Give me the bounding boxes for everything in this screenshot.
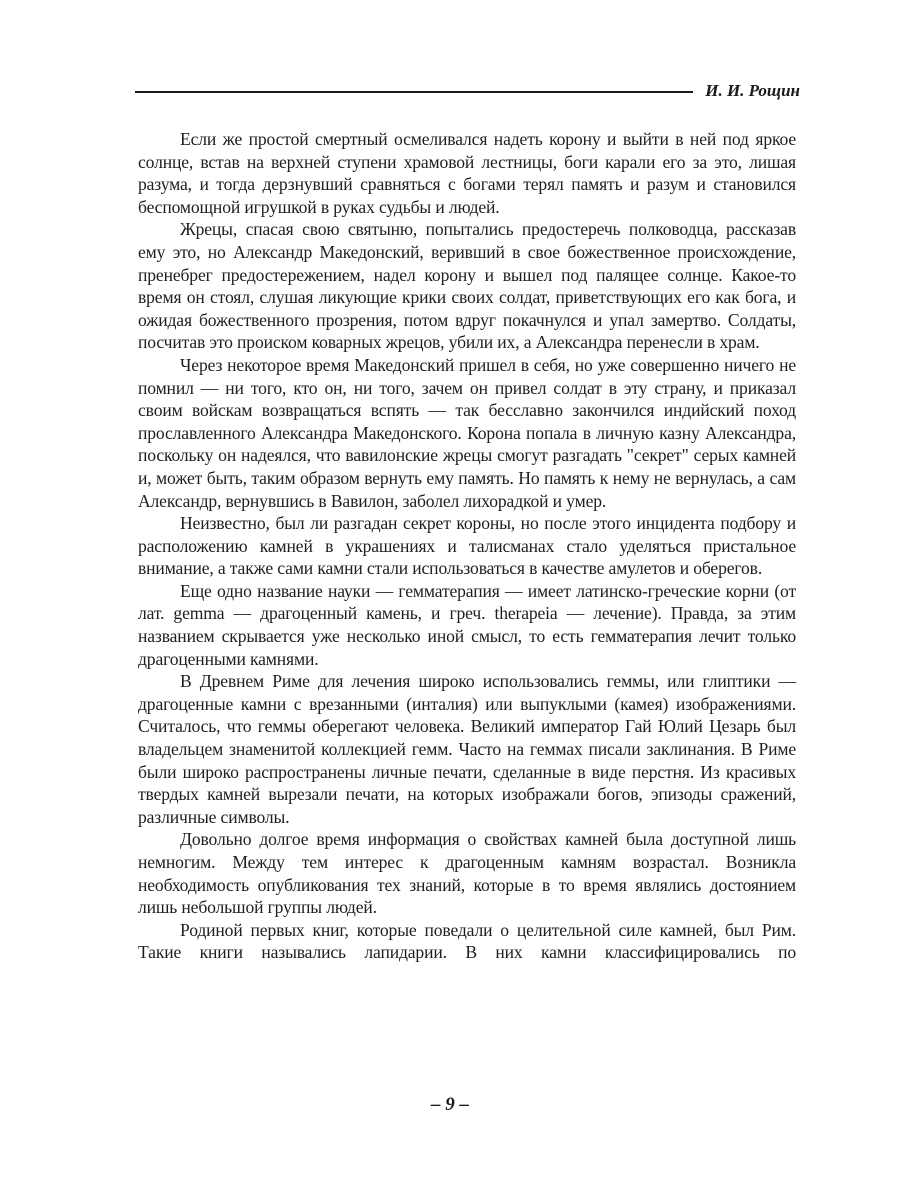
header-rule bbox=[135, 91, 693, 93]
paragraph-1: Если же простой смертный осмеливался надеть корону и выйти в ней под яркое солнце, встав на верхней ступени храмовой лестницы, боги карали его за это, лишая разума, и тогда дерзнувший сравняться с богами терял память и разум и становился беспомощной игрушкой в руках судьбы и людей. bbox=[138, 129, 796, 217]
paragraph-3: Через некоторое время Македонский пришел в себя, но уже совершенно ничего не помнил — ни того, кто он, ни того, зачем он привел солдат в эту страну, и приказал своим войскам возвращаться вспять — так бесславно закончился индийский поход прославленного Александра Македонского. Корона попала в личную казну Александра, поскольку он надеялся, что вавилонские жрецы смогут разгадать "секрет" серых камней и, может быть, таким образом вернуть ему память. Но память к нему не вернулась, а сам Александр, вернувшись в Вавилон, заболел лихорадкой и умер. bbox=[138, 354, 796, 511]
paragraph-4: Неизвестно, был ли разгадан секрет короны, но после этого инцидента подбору и расположению камней в украшениях и талисманах стало уделяться пристальное внимание, а также сами камни стали использоваться в качестве амулетов и оберегов. bbox=[138, 513, 796, 579]
header-author: И. И. Рощин bbox=[705, 81, 800, 100]
paragraph-7: Довольно долгое время информация о свойствах камней была доступной лишь немногим. Между тем интерес к драгоценным камням возрастал. Возникла необходимость опубликования тех знаний, которые в то время являлись достоянием лишь небольшой группы людей. bbox=[138, 829, 796, 918]
paragraph-2: Жрецы, спасая свою святыню, попытались предостеречь полководца, рассказав ему это, но Александр Македонский, веривший в свое божественное происхождение, пренебрег предостережением, надел корону и вышел под палящее солнце. Какое-то время он стоял, слушая ликующие крики своих солдат, приветствующих его как бога, и ожидая божественного прозрения, потом вдруг покачнулся и упал замертво. Солдаты, посчитав это происком коварных жрецов, убили их, а Александра перенесли в храм. bbox=[138, 219, 796, 353]
page-body bbox=[138, 128, 796, 964]
running-header bbox=[135, 76, 800, 106]
paragraph-5: Еще одно название науки — гемматерапия — имеет латинско-греческие корни (от лат. gemma — драгоценный камень, и греч. therapeia — лечение). Правда, за этим названием скрывается уже несколько иной смысл, то есть гемматерапия лечит только драгоценными камнями. bbox=[138, 580, 796, 669]
page-number: – 9 – bbox=[431, 1094, 469, 1115]
paragraph-6: В Древнем Риме для лечения широко использовались геммы, или глиптики — драгоценные камни с врезанными (инталия) или выпуклыми (камея) изображениями. Считалось, что геммы оберегают человека. Великий император Гай Юлий Цезарь был владельцем знаменитой коллекцией гемм. Часто на геммах писали заклинания. В Риме были широко распространены личные печати, сделанные в виде перстня. Из красивых твердых камней вырезали печати, на которых изображали богов, эпизоды сражений, различные символы. bbox=[138, 671, 796, 827]
paragraph-8: Родиной первых книг, которые поведали о целительной силе камней, был Рим. Такие книги назывались лапидарии. В них камни классифицировались по bbox=[138, 919, 796, 963]
